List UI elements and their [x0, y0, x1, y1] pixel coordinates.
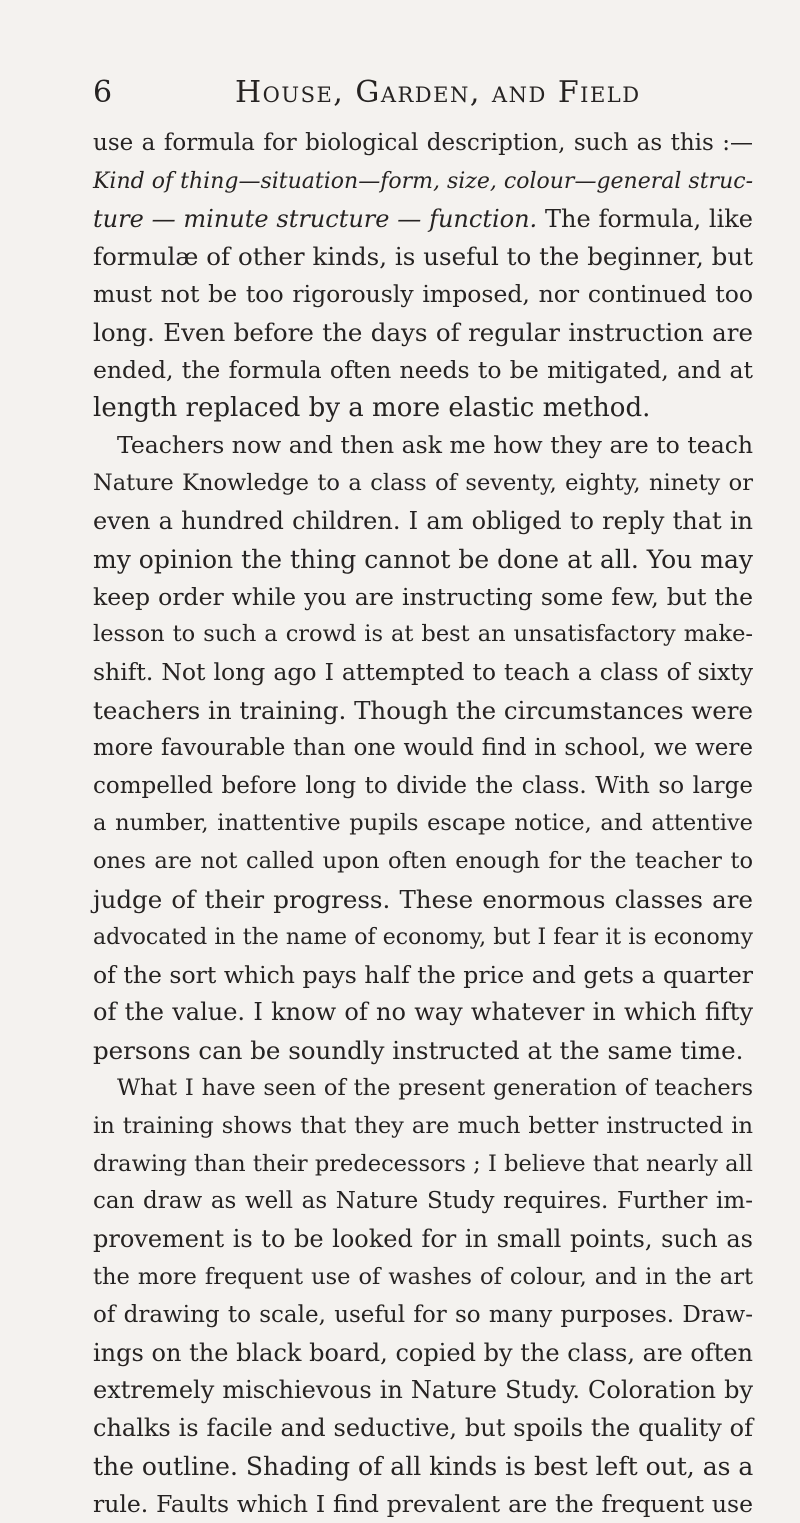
body-text — [93, 125, 753, 1523]
text-line: Teachers now and then ask me how they are to teach — [117, 431, 753, 460]
page-number: 6 — [93, 75, 113, 110]
text-line: keep order while you are instructing some few, but the — [93, 582, 753, 611]
text-line: provement is to be looked for in small points, such as — [93, 1225, 753, 1254]
text-line: chalks is facile and seductive, but spoils the quality of — [93, 1414, 753, 1443]
text-line: persons can be soundly instructed at the same time. — [93, 1036, 744, 1066]
text-line: Nature Knowledge to a class of seventy, eighty, ninety or — [93, 470, 753, 497]
text-line: What I have seen of the present generation of teachers — [117, 1074, 753, 1101]
text-line: even a hundred children. I am obliged to reply that in — [93, 506, 753, 535]
text-line: the more frequent use of washes of colour, and in the art — [93, 1263, 753, 1290]
text-line: advocated in the name of economy, but I fear it is economy — [93, 924, 753, 950]
text-line: length replaced by a more elastic method. — [93, 392, 651, 423]
text-line: ended, the formula often needs to be mitigated, and at — [93, 355, 753, 384]
text-line: of the value. I know of no way whatever in which fifty — [93, 998, 753, 1027]
text-line: of drawing to scale, useful for so many purposes. Draw- — [93, 1301, 753, 1328]
text-line: ings on the black board, copied by the class, are often — [93, 1338, 753, 1367]
text-line: lesson to such a crowd is at best an unsatisfactory make- — [93, 621, 753, 648]
text-line: long. Even before the days of regular instruction are — [93, 317, 753, 347]
text-line: formulæ of other kinds, is useful to the beginner, but — [93, 242, 753, 272]
text-line: teachers in training. Though the circumstances were — [93, 695, 753, 725]
text-line: extremely mischievous in Nature Study. Coloration by — [93, 1376, 753, 1405]
text-line: a number, inattentive pupils escape notice, and attentive — [93, 810, 753, 837]
text-line: must not be too rigorously imposed, nor continued too — [93, 280, 753, 309]
text-line: compelled before long to divide the class. With so large — [93, 772, 753, 799]
text-line: drawing than their predecessors ; I believe that nearly all — [93, 1150, 753, 1177]
text-line: my opinion the thing cannot be done at all. You may — [93, 544, 753, 574]
text-line: in training shows that they are much better instructed in — [93, 1112, 753, 1139]
text-line: use a formula for biological description, such as this :— — [93, 130, 753, 156]
formula-continuation: The formula, like — [545, 204, 753, 233]
running-head — [0, 72, 800, 112]
running-title: House, Garden, and Field — [235, 75, 641, 110]
text-line: shift. Not long ago I attempted to teach a class of sixty — [93, 658, 753, 687]
text-line: rule. Faults which I find prevalent are the frequent use — [93, 1489, 753, 1518]
formula-end: ture — minute structure — function. — [93, 204, 538, 233]
text-line: more favourable than one would find in school, we were — [93, 734, 753, 761]
text-line: the outline. Shading of all kinds is best left out, as a — [93, 1451, 754, 1481]
text-line — [93, 201, 753, 239]
text-line: of the sort which pays half the price and gets a quarter — [93, 960, 753, 989]
text-line-formula: Kind of thing—situation—form, size, colour—general struc- — [93, 168, 753, 194]
text-line: ones are not called upon often enough for the teacher to — [93, 848, 753, 875]
text-line: can draw as well as Nature Study requires. Further im- — [93, 1188, 753, 1215]
text-line: judge of their progress. These enormous classes are — [93, 884, 753, 914]
